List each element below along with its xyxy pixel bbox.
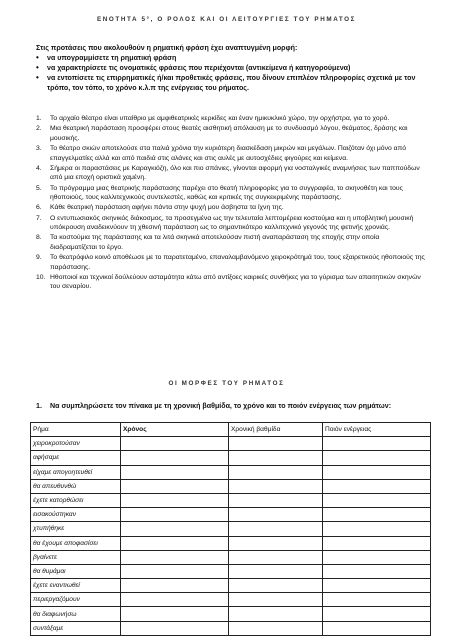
- tense-cell[interactable]: [121, 593, 229, 607]
- aspect-cell[interactable]: [323, 564, 431, 578]
- table-row: [31, 607, 431, 621]
- sentence-number: 7.: [36, 214, 42, 222]
- sentence-text: Το πρόγραμμα μιας θεατρικής παράστασης παρέχει στο θεατή πληροφορίες για το συγγραφέα, το σκηνοθέτη και τους ηθοποιούς, τους καλλιτεχνικούς συντελεστές, καθώς και κριτικές της συγκεκριμένης παράστασης.: [50, 184, 403, 202]
- aspect-cell[interactable]: [323, 508, 431, 522]
- table-row: [31, 550, 431, 564]
- time-level-cell[interactable]: [229, 593, 323, 607]
- table-row: [31, 437, 431, 451]
- aspect-cell[interactable]: [323, 593, 431, 607]
- instruction-item: • να υπογραμμίσετε τη ρηματική φράση: [36, 53, 436, 63]
- question-text: Να συμπληρώσετε τον πίνακα με τη χρονική βαθμίδα, το χρόνο και το ποιόν ενέργειας των ρημάτων:: [50, 402, 392, 410]
- sentence-text: Ηθοποιοί και τεχνικοί δούλεύουν ασταμάτητα κάτω από αντίξοες καιρικές συνθήκες για το γύρισμα των απαιτητικών σκηνών του σεναρίου.: [50, 273, 421, 291]
- instruction-item: • να χαρακτηρίσετε τις ονοματικές φράσεις που περιέχονται (αντικείμενα ή κατηγορούμενα): [36, 63, 436, 73]
- tense-cell[interactable]: [121, 536, 229, 550]
- sentence-number: 9.: [36, 254, 42, 262]
- verb-table: [30, 422, 431, 636]
- sentence-number: 2.: [36, 125, 42, 133]
- verb-cell: συντάξαμε: [31, 621, 121, 635]
- sentence-text: Το αρχαίο θέατρο είναι υπαίθριο με αμφιθεατρικές κερκίδες και έναν ημικυκλικό χώρο, την ορχήστρα, για το χορό.: [50, 115, 390, 122]
- sentence-number: 6.: [36, 204, 42, 212]
- verb-cell: βγαίνετε: [31, 550, 121, 564]
- aspect-cell[interactable]: [323, 536, 431, 550]
- tense-cell[interactable]: [121, 550, 229, 564]
- tense-cell[interactable]: [121, 522, 229, 536]
- sentence-text: Το θέατρο σκιών αποτελούσε στα παλιά χρόνια την κυριότερη διασκέδαση μικρών και μεγάλων. Παιζόταν όχι μόνο από επαγγελματίες αλλά και από παιδιά στις αλάνες και στις αυλές με αυτοσχέδιες φιγούρες και κείμενα.: [50, 144, 407, 162]
- time-level-cell[interactable]: [229, 579, 323, 593]
- sentence-item: [36, 164, 426, 183]
- tense-cell[interactable]: [121, 508, 229, 522]
- header-tense: Χρόνος: [121, 423, 229, 437]
- sentence-item: [36, 144, 426, 163]
- table-row: [31, 522, 431, 536]
- sentence-number: 1.: [36, 115, 42, 122]
- tense-cell[interactable]: [121, 564, 229, 578]
- tense-cell[interactable]: [121, 437, 229, 451]
- instructions-lead: Στις προτάσεις που ακολουθούν η ρηματική φράση έχει αναπτυγμένη μορφή:: [36, 44, 298, 52]
- sentence-item: [36, 184, 426, 203]
- time-level-cell[interactable]: [229, 479, 323, 493]
- tense-cell[interactable]: [121, 479, 229, 493]
- time-level-cell[interactable]: [229, 508, 323, 522]
- sentence-number: 4.: [36, 164, 42, 172]
- question-number: 1.: [36, 402, 42, 410]
- sentence-text: Σήμερα οι παραστάσεις με Καραγκιόζη, όλο και πιο σπάνιες, γίνονται αφορμή για νοσταλγικές αναμνήσεις των παππούδων από μια εποχή οριστικά χαμένη.: [50, 164, 420, 182]
- header-time-level: Χρονική βαθμίδα: [229, 423, 323, 437]
- unit-title: ΕΝΟΤΗΤΑ 5°, Ο ΡΟΛΟΣ ΚΑΙ ΟΙ ΛΕΙΤΟΥΡΓΙΕΣ ΤΟΥ ΡΗΜΑΤΟΣ: [96, 16, 357, 23]
- aspect-cell[interactable]: [323, 579, 431, 593]
- verb-cell: αφήσαμε: [31, 451, 121, 465]
- table-row: [31, 465, 431, 479]
- time-level-cell[interactable]: [229, 550, 323, 564]
- header-aspect: Ποιόν ενέργειας: [323, 423, 431, 437]
- tense-cell[interactable]: [121, 607, 229, 621]
- sentence-number: 10.: [36, 273, 46, 281]
- sentence-text: Μια θεατρική παράσταση προσφέρει στους θεατές αισθητική απόλαυση με το συνδυασμό λόγου, θεάματος, δράσης και μουσικής.: [50, 125, 408, 142]
- table-row: [31, 593, 431, 607]
- verb-cell: έχετε εναντιωθεί: [31, 579, 121, 593]
- time-level-cell[interactable]: [229, 437, 323, 451]
- verb-cell: χειροκροτούσαν: [31, 437, 121, 451]
- verb-cell: θα έχουμε αποφασίσει: [31, 536, 121, 550]
- sentence-number: 3.: [36, 144, 42, 152]
- time-level-cell[interactable]: [229, 607, 323, 621]
- verb-cell: έχετε κατορθώσει: [31, 493, 121, 507]
- sentence-number: 8.: [36, 234, 42, 242]
- verb-cell: θα διαφωνήσω: [31, 607, 121, 621]
- table-row: [31, 536, 431, 550]
- verb-cell: θα θυμάμαι: [31, 564, 121, 578]
- table-row: [31, 508, 431, 522]
- table-row: [31, 493, 431, 507]
- section-title: ΟΙ ΜΟΡΦΕΣ ΤΟΥ ΡΗΜΑΤΟΣ: [168, 380, 285, 387]
- tense-cell[interactable]: [121, 451, 229, 465]
- aspect-cell[interactable]: [323, 479, 431, 493]
- aspect-cell[interactable]: [323, 621, 431, 635]
- sentence-item: [36, 273, 426, 292]
- sentence-text: Τα κοστούμια της παράστασης και τα λιτά σκηνικά αποτελούσαν πιστή αναπαράσταση της εποχής στην οποία διαδραματίζεται το έργο.: [50, 234, 380, 251]
- verb-cell: περιεργαζόμουν: [31, 593, 121, 607]
- sentence-text: Ο εντυπωσιακός σκηνικός διάκοσμος, τα προσεγμένα ως την τελευταία λεπτομέρεια κοστούμια και η υποβλητική μουσική υπόκρουση αναδεικνύουν τη χθεσινή παράσταση ως το σημαντικότερο καλλιτεχνικό γεγονός της φετινής χρονιάς.: [50, 214, 414, 232]
- tense-cell[interactable]: [121, 579, 229, 593]
- sentence-text: Κάθε θεατρική παράσταση αφήνει πάντα στην ψυχή μου άσβηστα τα ίχνη της.: [50, 204, 284, 212]
- aspect-cell[interactable]: [323, 437, 431, 451]
- table-row: [31, 564, 431, 578]
- aspect-cell[interactable]: [323, 550, 431, 564]
- sentence-item: [36, 114, 426, 124]
- time-level-cell[interactable]: [229, 621, 323, 635]
- aspect-cell[interactable]: [323, 465, 431, 479]
- tense-cell[interactable]: [121, 621, 229, 635]
- sentence-list: [36, 114, 426, 293]
- tense-cell[interactable]: [121, 465, 229, 479]
- aspect-cell[interactable]: [323, 493, 431, 507]
- header-verb: Ρήμα: [31, 423, 121, 437]
- time-level-cell[interactable]: [229, 536, 323, 550]
- sentence-item: [36, 253, 426, 272]
- aspect-cell[interactable]: [323, 607, 431, 621]
- instructions-list: [36, 53, 436, 93]
- table-body: [31, 437, 431, 636]
- sentence-item: [36, 233, 426, 252]
- sentence-number: 5.: [36, 184, 42, 192]
- verb-cell: εισακούστηκαν: [31, 508, 121, 522]
- sentence-text: Το θεατρόφιλο κοινό αποθέωσε με το παρατεταμένο, επαναλαμβανόμενο χειροκρότημά του, τους εξαιρετικούς ηθοποιούς της παράστασης.: [50, 254, 425, 271]
- time-level-cell[interactable]: [229, 451, 323, 465]
- instruction-item: • να εντοπίσετε τις επιρρηματικές ή/και προθετικές φράσεις, που δίνουν επιπλέον πληροφορίες σχετικά με τον τρόπο, τον τόπο, το χρόνο κ.λ.π της ενέργειας του ρήματος.: [36, 73, 436, 93]
- verb-cell: θα απευθυνθώ: [31, 479, 121, 493]
- verb-cell: χτυπήθηκε: [31, 522, 121, 536]
- table-header-row: [31, 423, 431, 437]
- tense-cell[interactable]: [121, 493, 229, 507]
- instructions: [36, 43, 436, 93]
- time-level-cell[interactable]: [229, 465, 323, 479]
- sentence-item: [36, 203, 426, 213]
- sentence-item: [36, 124, 426, 143]
- verb-cell: είχαμε απογοητευθεί: [31, 465, 121, 479]
- table-row: [31, 621, 431, 635]
- sentence-item: [36, 214, 426, 233]
- time-level-cell[interactable]: [229, 522, 323, 536]
- table-row: [31, 579, 431, 593]
- aspect-cell[interactable]: [323, 522, 431, 536]
- exercise-question: [36, 402, 446, 410]
- time-level-cell[interactable]: [229, 493, 323, 507]
- table-row: [31, 451, 431, 465]
- table-row: [31, 479, 431, 493]
- time-level-cell[interactable]: [229, 564, 323, 578]
- aspect-cell[interactable]: [323, 451, 431, 465]
